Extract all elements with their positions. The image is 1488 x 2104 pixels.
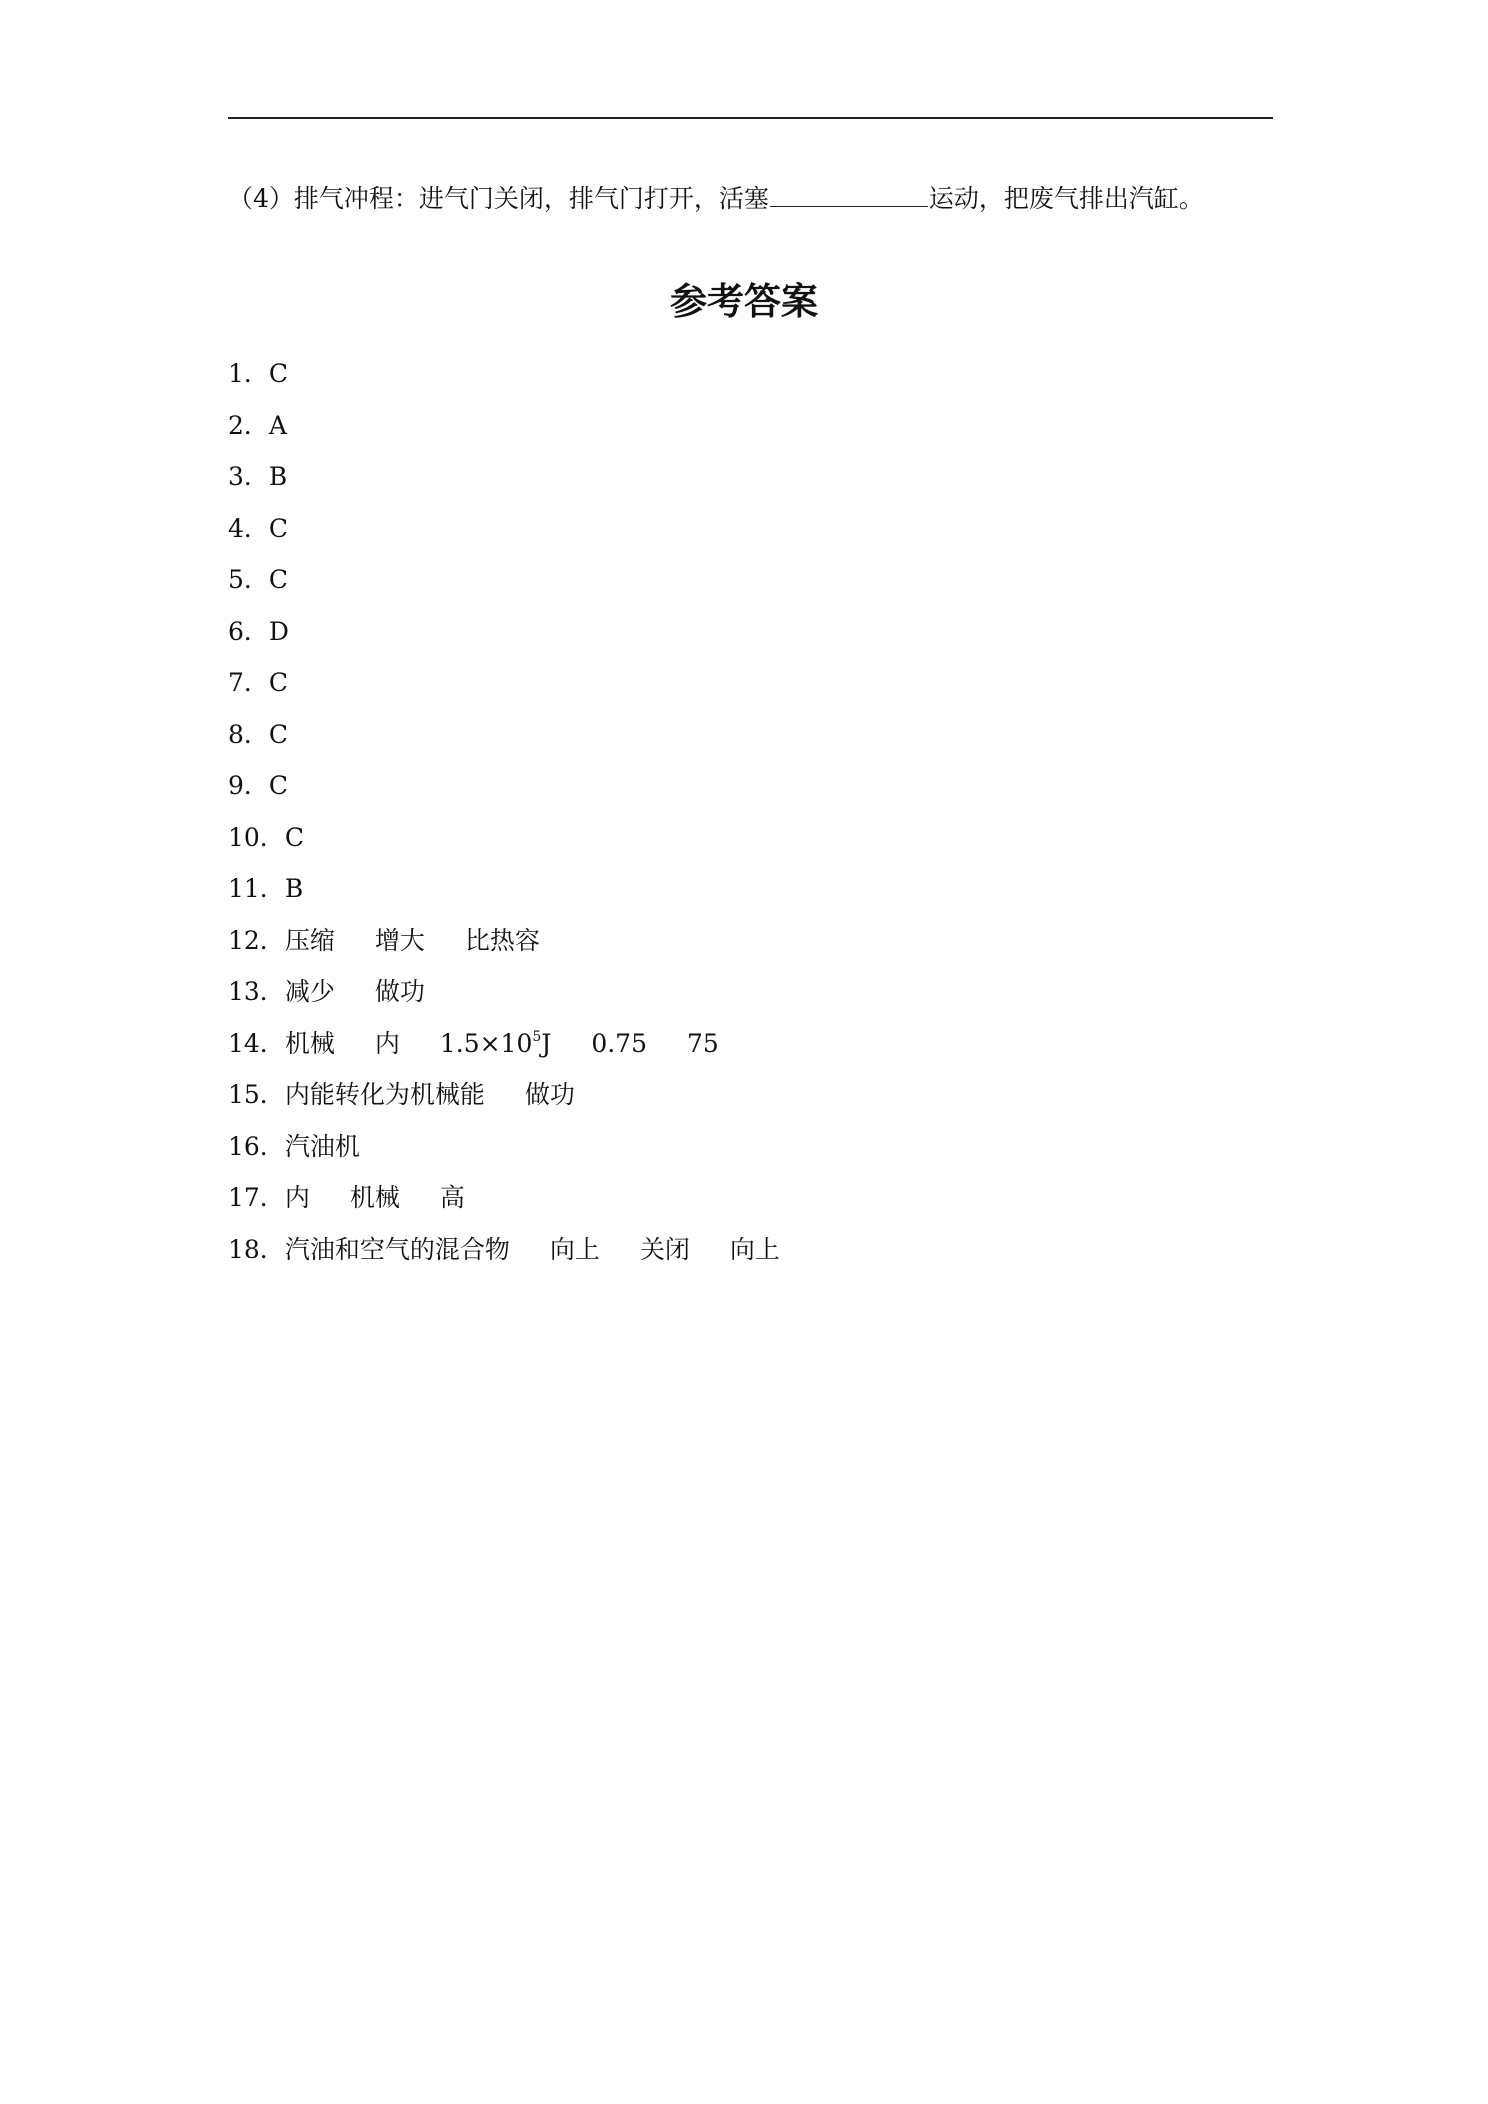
answer-number: 13． (228, 977, 285, 1006)
answer-value: C (268, 565, 289, 594)
answer-value: A (268, 410, 287, 440)
answer-item (228, 1180, 820, 1232)
answer-title: 参考答案 (670, 280, 818, 323)
answer-item (228, 871, 820, 923)
answer-number: 15． (228, 1080, 285, 1109)
answer-number: 12． (228, 925, 285, 955)
answer-number: 5． (228, 565, 269, 594)
answer-number: 17． (228, 1183, 285, 1212)
answer-item (228, 459, 820, 511)
answer-value: 内能转化为机械能 (284, 1080, 485, 1109)
answer-number: 9． (228, 771, 269, 800)
answer-value: 机械 (349, 1183, 400, 1212)
answer-value: 机械 (284, 1028, 335, 1058)
answer-value: 汽油和空气的混合物 (284, 1234, 510, 1264)
answer-value: 向上 (729, 1234, 780, 1264)
answer-value: 压缩 (284, 925, 335, 955)
answer-number: 16． (228, 1131, 285, 1161)
answer-item (228, 562, 820, 614)
answer-number: 8． (228, 719, 269, 749)
answer-value: 向上 (549, 1234, 600, 1264)
answer-number: 6． (228, 616, 269, 646)
answer-item (228, 1026, 820, 1078)
answer-value: 关闭 (639, 1234, 690, 1264)
answer-number: 1． (228, 359, 269, 388)
answer-list (228, 356, 820, 1283)
question-line (228, 178, 1204, 219)
answer-value: 0.75 (591, 1028, 647, 1058)
answer-item (228, 614, 820, 666)
answer-item (228, 820, 820, 872)
answer-number: 3． (228, 462, 269, 491)
answer-item (228, 408, 820, 460)
fill-in-blank (770, 178, 928, 207)
answer-value: 汽油机 (284, 1131, 360, 1161)
answer-item (228, 1232, 820, 1284)
answer-value: C (268, 668, 289, 697)
answer-number: 2． (228, 410, 269, 440)
answer-value: D (268, 616, 289, 646)
answer-value: 比热容 (464, 925, 540, 955)
answer-item (228, 1129, 820, 1181)
answer-number: 18． (228, 1234, 285, 1264)
answer-value: C (268, 513, 289, 543)
question-suffix: 运动，把废气排出汽缸。 (928, 184, 1204, 213)
answer-number: 11． (228, 874, 285, 903)
answer-item (228, 665, 820, 717)
answer-value: C (268, 719, 289, 749)
answer-number: 7． (228, 668, 269, 697)
answer-item (228, 356, 820, 408)
answer-item (228, 511, 820, 563)
header-rule (228, 117, 1273, 119)
answer-value: 减少 (284, 977, 335, 1006)
answer-value: 75 (687, 1028, 719, 1058)
answer-value: C (268, 771, 289, 800)
answer-value: 增大 (374, 925, 425, 955)
answer-item (228, 768, 820, 820)
answer-value: $1.5\times 10^5J$ (439, 1028, 552, 1058)
answer-item (228, 923, 820, 975)
answer-value: C (284, 822, 304, 852)
answer-number: 14． (228, 1028, 285, 1058)
answer-value: 做功 (374, 977, 425, 1006)
answer-number: 10． (228, 822, 285, 852)
answer-item (228, 974, 820, 1026)
answer-item (228, 1077, 820, 1129)
answer-value: 做功 (524, 1080, 575, 1109)
answer-number: 4． (228, 513, 269, 543)
answer-value: C (268, 359, 289, 388)
question-prefix: （4）排气冲程：进气门关闭，排气门打开，活塞 (228, 184, 769, 213)
answer-value: B (268, 462, 288, 491)
answer-value: 内 (374, 1028, 400, 1058)
answer-value: B (284, 874, 304, 903)
answer-value: 高 (439, 1183, 465, 1212)
answer-item (228, 717, 820, 769)
answer-value: 内 (284, 1183, 310, 1212)
